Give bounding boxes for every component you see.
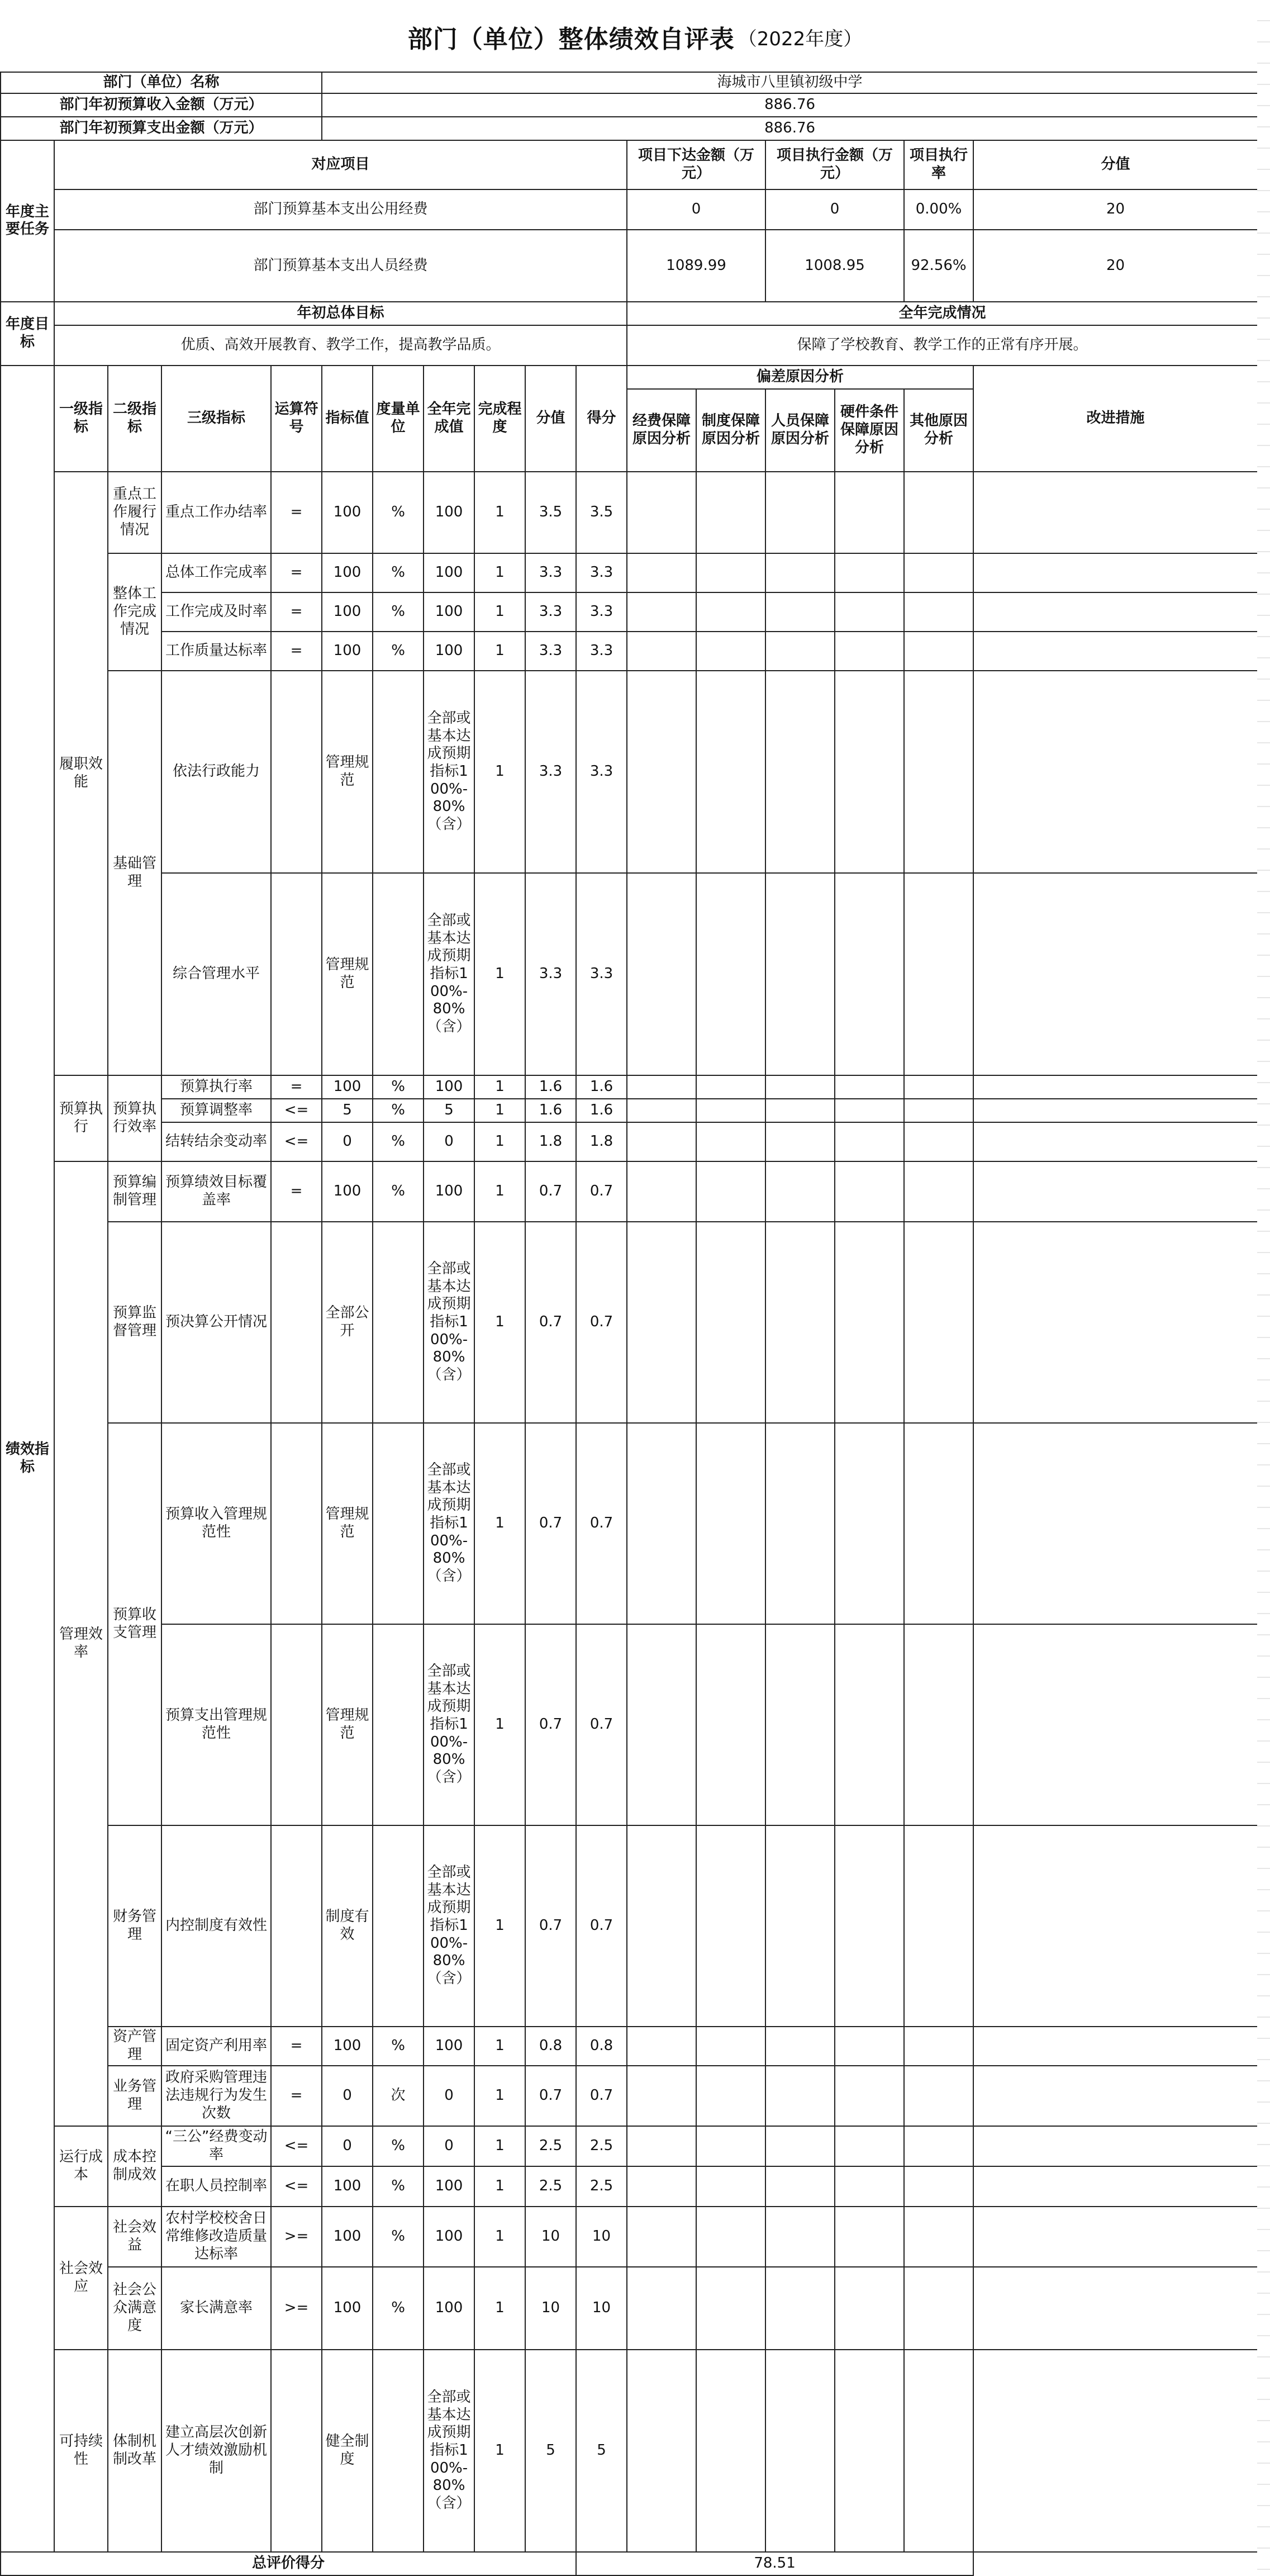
deviation-header: 偏差原因分析 — [627, 366, 973, 389]
score-cell: 1.8 — [576, 1122, 627, 1161]
operator-cell: = — [271, 632, 322, 671]
level3-cell: 建立高层次创新人才绩效激励机制 — [161, 2350, 271, 2552]
completion-cell: 1 — [474, 592, 525, 632]
actual-cell: 100 — [424, 592, 474, 632]
completion-cell: 1 — [474, 1825, 525, 2027]
indicator-row — [1, 2350, 1258, 2552]
weight-cell: 0.7 — [525, 1161, 576, 1222]
indicator-row — [1, 2166, 1258, 2207]
total-score-value: 78.51 — [576, 2552, 973, 2575]
level2-cell: 体制机制改革 — [108, 2350, 161, 2552]
completion-cell: 1 — [474, 1122, 525, 1161]
actual-cell: 100 — [424, 2267, 474, 2350]
level3-cell: 内控制度有效性 — [161, 1825, 271, 2027]
header-completion: 完成程度 — [474, 366, 525, 472]
unit-cell — [373, 1423, 424, 1624]
indicator-row — [1, 553, 1258, 592]
actual-cell: 0 — [424, 1122, 474, 1161]
weight-cell: 3.5 — [525, 472, 576, 553]
task-executed: 1008.95 — [765, 230, 904, 302]
weight-cell: 1.6 — [525, 1075, 576, 1099]
operator-cell — [271, 2350, 322, 2552]
level3-cell: 预算调整率 — [161, 1099, 271, 1122]
operator-cell: = — [271, 1075, 322, 1099]
completion-cell: 1 — [474, 671, 525, 873]
level1-cell: 预算执行 — [54, 1075, 108, 1161]
goals-completion-header: 全年完成情况 — [627, 302, 1258, 325]
deviation-system: 制度保障原因分析 — [696, 389, 765, 472]
task-row — [1, 189, 1258, 230]
weight-cell: 1.8 — [525, 1122, 576, 1161]
level3-cell: 政府采购管理违法违规行为发生次数 — [161, 2066, 271, 2126]
operator-cell: = — [271, 1161, 322, 1222]
actual-cell: 100 — [424, 472, 474, 553]
goals-initial-header: 年初总体目标 — [54, 302, 627, 325]
operator-cell: = — [271, 592, 322, 632]
score-cell: 2.5 — [576, 2166, 627, 2207]
operator-cell — [271, 671, 322, 873]
goals-completion-text: 保障了学校教育、教学工作的正常有序开展。 — [627, 325, 1258, 366]
actual-cell: 0 — [424, 2126, 474, 2166]
score-cell: 0.7 — [576, 1624, 627, 1825]
unit-cell: % — [373, 632, 424, 671]
level2-cell: 整体工作完成情况 — [108, 553, 161, 671]
unit-name-label: 部门（单位）名称 — [1, 72, 322, 93]
level2-cell: 预算收支管理 — [108, 1423, 161, 1825]
level3-cell: 预决算公开情况 — [161, 1222, 271, 1423]
indicator-row — [1, 1825, 1258, 2027]
operator-cell: <= — [271, 2166, 322, 2207]
unit-cell — [373, 2350, 424, 2552]
total-score-label: 总评价得分 — [1, 2552, 576, 2575]
indicators-section-label: 绩效指标 — [1, 366, 54, 2552]
actual-cell: 全部或基本达成预期指标100%-80%（含） — [424, 2350, 474, 2552]
score-cell: 10 — [576, 2207, 627, 2267]
level3-cell: 预算绩效目标覆盖率 — [161, 1161, 271, 1222]
target-cell: 100 — [322, 2027, 373, 2066]
level3-cell: 工作质量达标率 — [161, 632, 271, 671]
unit-cell: % — [373, 2027, 424, 2066]
tasks-header-executed: 项目执行金额（万元） — [765, 140, 904, 189]
income-value: 886.76 — [322, 93, 1258, 117]
completion-cell: 1 — [474, 2126, 525, 2166]
indicator-row — [1, 671, 1258, 873]
tasks-header-issued: 项目下达金额（万元） — [627, 140, 765, 189]
level2-cell: 业务管理 — [108, 2066, 161, 2126]
report-title — [0, 0, 1270, 74]
title-main: 部门（单位）整体绩效自评表 — [407, 25, 735, 54]
target-cell: 100 — [322, 2166, 373, 2207]
indicator-row — [1, 1161, 1258, 1222]
indicator-row — [1, 1099, 1258, 1122]
header-operator: 运算符号 — [271, 366, 322, 472]
task-executed: 0 — [765, 189, 904, 230]
level3-cell: 农村学校校舍日常维修改造质量达标率 — [161, 2207, 271, 2267]
weight-cell: 0.7 — [525, 1423, 576, 1624]
target-cell: 管理规范 — [322, 671, 373, 873]
score-cell: 3.3 — [576, 873, 627, 1075]
operator-cell — [271, 1222, 322, 1423]
header-weight: 分值 — [525, 366, 576, 472]
target-cell: 管理规范 — [322, 1624, 373, 1825]
weight-cell: 3.3 — [525, 553, 576, 592]
completion-cell: 1 — [474, 2166, 525, 2207]
header-target-value: 指标值 — [322, 366, 373, 472]
level3-cell: 固定资产利用率 — [161, 2027, 271, 2066]
score-cell: 3.3 — [576, 592, 627, 632]
actual-cell: 全部或基本达成预期指标100%-80%（含） — [424, 1624, 474, 1825]
weight-cell: 2.5 — [525, 2166, 576, 2207]
score-cell: 3.5 — [576, 472, 627, 553]
target-cell: 100 — [322, 553, 373, 592]
level2-cell: 重点工作履行情况 — [108, 472, 161, 553]
level2-cell: 财务管理 — [108, 1825, 161, 2027]
operator-cell — [271, 873, 322, 1075]
actual-cell: 100 — [424, 553, 474, 592]
actual-cell: 100 — [424, 632, 474, 671]
indicator-row — [1, 2267, 1258, 2350]
unit-cell: % — [373, 2166, 424, 2207]
actual-cell: 100 — [424, 2166, 474, 2207]
level3-cell: 依法行政能力 — [161, 671, 271, 873]
target-cell: 100 — [322, 1161, 373, 1222]
completion-cell: 1 — [474, 1075, 525, 1099]
actual-cell: 100 — [424, 2027, 474, 2066]
expense-label: 部门年初预算支出金额（万元） — [1, 117, 322, 140]
score-cell: 1.6 — [576, 1099, 627, 1122]
weight-cell: 0.7 — [525, 2066, 576, 2126]
indicator-row — [1, 1075, 1258, 1099]
target-cell: 100 — [322, 632, 373, 671]
indicator-row — [1, 592, 1258, 632]
level3-cell: 工作完成及时率 — [161, 592, 271, 632]
level2-cell: 预算编制管理 — [108, 1161, 161, 1222]
unit-cell: % — [373, 553, 424, 592]
weight-cell: 3.3 — [525, 873, 576, 1075]
weight-cell: 3.3 — [525, 592, 576, 632]
operator-cell: <= — [271, 1099, 322, 1122]
score-cell: 3.3 — [576, 553, 627, 592]
level2-cell: 预算执行效率 — [108, 1075, 161, 1161]
level1-cell: 运行成本 — [54, 2126, 108, 2207]
indicator-row — [1, 873, 1258, 1075]
score-cell: 5 — [576, 2350, 627, 2552]
weight-cell: 5 — [525, 2350, 576, 2552]
unit-cell: % — [373, 2126, 424, 2166]
unit-cell: 次 — [373, 2066, 424, 2126]
level1-cell: 社会效应 — [54, 2207, 108, 2350]
completion-cell: 1 — [474, 1222, 525, 1423]
actual-cell: 100 — [424, 2207, 474, 2267]
score-cell: 0.7 — [576, 2066, 627, 2126]
sheet-gridlines — [1257, 0, 1270, 2570]
target-cell: 100 — [322, 2267, 373, 2350]
deviation-staff: 人员保障原因分析 — [765, 389, 835, 472]
completion-cell: 1 — [474, 1161, 525, 1222]
completion-cell: 1 — [474, 553, 525, 592]
actual-cell: 全部或基本达成预期指标100%-80%（含） — [424, 873, 474, 1075]
weight-cell: 1.6 — [525, 1099, 576, 1122]
completion-cell: 1 — [474, 873, 525, 1075]
indicator-row — [1, 2126, 1258, 2166]
actual-cell: 全部或基本达成预期指标100%-80%（含） — [424, 1825, 474, 2027]
indicator-row — [1, 1122, 1258, 1161]
unit-cell: % — [373, 472, 424, 553]
title-year: （2022年度） — [738, 27, 863, 50]
task-project: 部门预算基本支出人员经费 — [54, 230, 627, 302]
unit-name-value: 海城市八里镇初级中学 — [322, 72, 1258, 93]
unit-cell: % — [373, 1099, 424, 1122]
header-unit: 度量单位 — [373, 366, 424, 472]
actual-cell: 0 — [424, 2066, 474, 2126]
header-score: 得分 — [576, 366, 627, 472]
indicator-row — [1, 1423, 1258, 1624]
operator-cell: = — [271, 2066, 322, 2126]
header-level3: 三级指标 — [161, 366, 271, 472]
operator-cell: = — [271, 2027, 322, 2066]
expense-value: 886.76 — [322, 117, 1258, 140]
operator-cell — [271, 1423, 322, 1624]
task-issued: 1089.99 — [627, 230, 765, 302]
completion-cell: 1 — [474, 1099, 525, 1122]
target-cell: 0 — [322, 1122, 373, 1161]
level2-cell: 预算监督管理 — [108, 1222, 161, 1423]
actual-cell: 5 — [424, 1099, 474, 1122]
tasks-header-score-weight: 分值 — [973, 140, 1258, 189]
unit-cell: % — [373, 2207, 424, 2267]
target-cell: 100 — [322, 2207, 373, 2267]
target-cell: 100 — [322, 592, 373, 632]
evaluation-table — [0, 72, 1258, 2576]
score-cell: 3.3 — [576, 632, 627, 671]
completion-cell: 1 — [474, 2350, 525, 2552]
unit-cell: % — [373, 1075, 424, 1099]
score-cell: 0.7 — [576, 1825, 627, 2027]
unit-cell: % — [373, 2267, 424, 2350]
task-project: 部门预算基本支出公用经费 — [54, 189, 627, 230]
completion-cell: 1 — [474, 2267, 525, 2350]
level2-cell: 成本控制成效 — [108, 2126, 161, 2207]
improvement-header: 改进措施 — [973, 366, 1258, 472]
target-cell: 制度有效 — [322, 1825, 373, 2027]
target-cell: 0 — [322, 2126, 373, 2166]
indicator-row — [1, 632, 1258, 671]
score-cell: 2.5 — [576, 2126, 627, 2166]
indicator-row — [1, 1624, 1258, 1825]
level3-cell: 家长满意率 — [161, 2267, 271, 2350]
unit-cell: % — [373, 1122, 424, 1161]
target-cell: 健全制度 — [322, 2350, 373, 2552]
target-cell: 100 — [322, 1075, 373, 1099]
unit-cell — [373, 671, 424, 873]
tasks-header-rate: 项目执行率 — [904, 140, 973, 189]
completion-cell: 1 — [474, 632, 525, 671]
tasks-section-label: 年度主要任务 — [1, 140, 54, 302]
unit-cell: % — [373, 592, 424, 632]
actual-cell: 全部或基本达成预期指标100%-80%（含） — [424, 671, 474, 873]
operator-cell — [271, 1624, 322, 1825]
weight-cell: 3.3 — [525, 632, 576, 671]
level3-cell: 预算支出管理规范性 — [161, 1624, 271, 1825]
income-label: 部门年初预算收入金额（万元） — [1, 93, 322, 117]
task-rate: 0.00% — [904, 189, 973, 230]
indicator-row — [1, 2066, 1258, 2126]
target-cell: 0 — [322, 2066, 373, 2126]
deviation-other: 其他原因分析 — [904, 389, 973, 472]
unit-cell — [373, 1825, 424, 2027]
weight-cell: 2.5 — [525, 2126, 576, 2166]
actual-cell: 100 — [424, 1075, 474, 1099]
target-cell: 5 — [322, 1099, 373, 1122]
weight-cell: 0.8 — [525, 2027, 576, 2066]
operator-cell: >= — [271, 2207, 322, 2267]
operator-cell: >= — [271, 2267, 322, 2350]
tasks-header-project: 对应项目 — [54, 140, 627, 189]
completion-cell: 1 — [474, 2207, 525, 2267]
actual-cell: 100 — [424, 1161, 474, 1222]
level3-cell: “三公”经费变动率 — [161, 2126, 271, 2166]
operator-cell: = — [271, 472, 322, 553]
operator-cell: <= — [271, 2126, 322, 2166]
task-issued: 0 — [627, 189, 765, 230]
header-level1: 一级指标 — [54, 366, 108, 472]
task-weight: 20 — [973, 189, 1258, 230]
indicator-row — [1, 472, 1258, 553]
score-cell: 0.7 — [576, 1222, 627, 1423]
deviation-hardware: 硬件条件保障原因分析 — [835, 389, 904, 472]
level3-cell: 综合管理水平 — [161, 873, 271, 1075]
level3-cell: 总体工作完成率 — [161, 553, 271, 592]
indicator-row — [1, 1222, 1258, 1423]
unit-cell — [373, 1222, 424, 1423]
level1-cell: 管理效率 — [54, 1161, 108, 2126]
score-cell: 0.7 — [576, 1161, 627, 1222]
level3-cell: 结转结余变动率 — [161, 1122, 271, 1161]
level2-cell: 基础管理 — [108, 671, 161, 1075]
completion-cell: 1 — [474, 2027, 525, 2066]
indicator-row — [1, 2207, 1258, 2267]
target-cell: 管理规范 — [322, 1423, 373, 1624]
completion-cell: 1 — [474, 1423, 525, 1624]
task-row — [1, 230, 1258, 302]
task-rate: 92.56% — [904, 230, 973, 302]
weight-cell: 10 — [525, 2267, 576, 2350]
operator-cell — [271, 1825, 322, 2027]
score-cell: 0.7 — [576, 1423, 627, 1624]
task-weight: 20 — [973, 230, 1258, 302]
operator-cell: = — [271, 553, 322, 592]
completion-cell: 1 — [474, 2066, 525, 2126]
unit-cell: % — [373, 1161, 424, 1222]
level2-cell: 社会公众满意度 — [108, 2267, 161, 2350]
score-cell: 0.8 — [576, 2027, 627, 2066]
score-cell: 3.3 — [576, 671, 627, 873]
level3-cell: 重点工作办结率 — [161, 472, 271, 553]
weight-cell: 0.7 — [525, 1222, 576, 1423]
actual-cell: 全部或基本达成预期指标100%-80%（含） — [424, 1423, 474, 1624]
actual-cell: 全部或基本达成预期指标100%-80%（含） — [424, 1222, 474, 1423]
weight-cell: 0.7 — [525, 1624, 576, 1825]
header-actual-value: 全年完成值 — [424, 366, 474, 472]
indicator-row — [1, 2027, 1258, 2066]
level3-cell: 在职人员控制率 — [161, 2166, 271, 2207]
level3-cell: 预算执行率 — [161, 1075, 271, 1099]
level1-cell: 履职效能 — [54, 472, 108, 1075]
level1-cell: 可持续性 — [54, 2350, 108, 2552]
completion-cell: 1 — [474, 472, 525, 553]
weight-cell: 0.7 — [525, 1825, 576, 2027]
operator-cell: <= — [271, 1122, 322, 1161]
level3-cell: 预算收入管理规范性 — [161, 1423, 271, 1624]
goals-section-label: 年度目标 — [1, 302, 54, 366]
deviation-funding: 经费保障原因分析 — [627, 389, 696, 472]
goals-initial-text: 优质、高效开展教育、教学工作，提高教学品质。 — [54, 325, 627, 366]
unit-cell — [373, 873, 424, 1075]
target-cell: 管理规范 — [322, 873, 373, 1075]
completion-cell: 1 — [474, 1624, 525, 1825]
unit-cell — [373, 1624, 424, 1825]
level2-cell: 社会效益 — [108, 2207, 161, 2267]
score-cell: 10 — [576, 2267, 627, 2350]
target-cell: 100 — [322, 472, 373, 553]
weight-cell: 10 — [525, 2207, 576, 2267]
weight-cell: 3.3 — [525, 671, 576, 873]
header-level2: 二级指标 — [108, 366, 161, 472]
score-cell: 1.6 — [576, 1075, 627, 1099]
level2-cell: 资产管理 — [108, 2027, 161, 2066]
target-cell: 全部公开 — [322, 1222, 373, 1423]
